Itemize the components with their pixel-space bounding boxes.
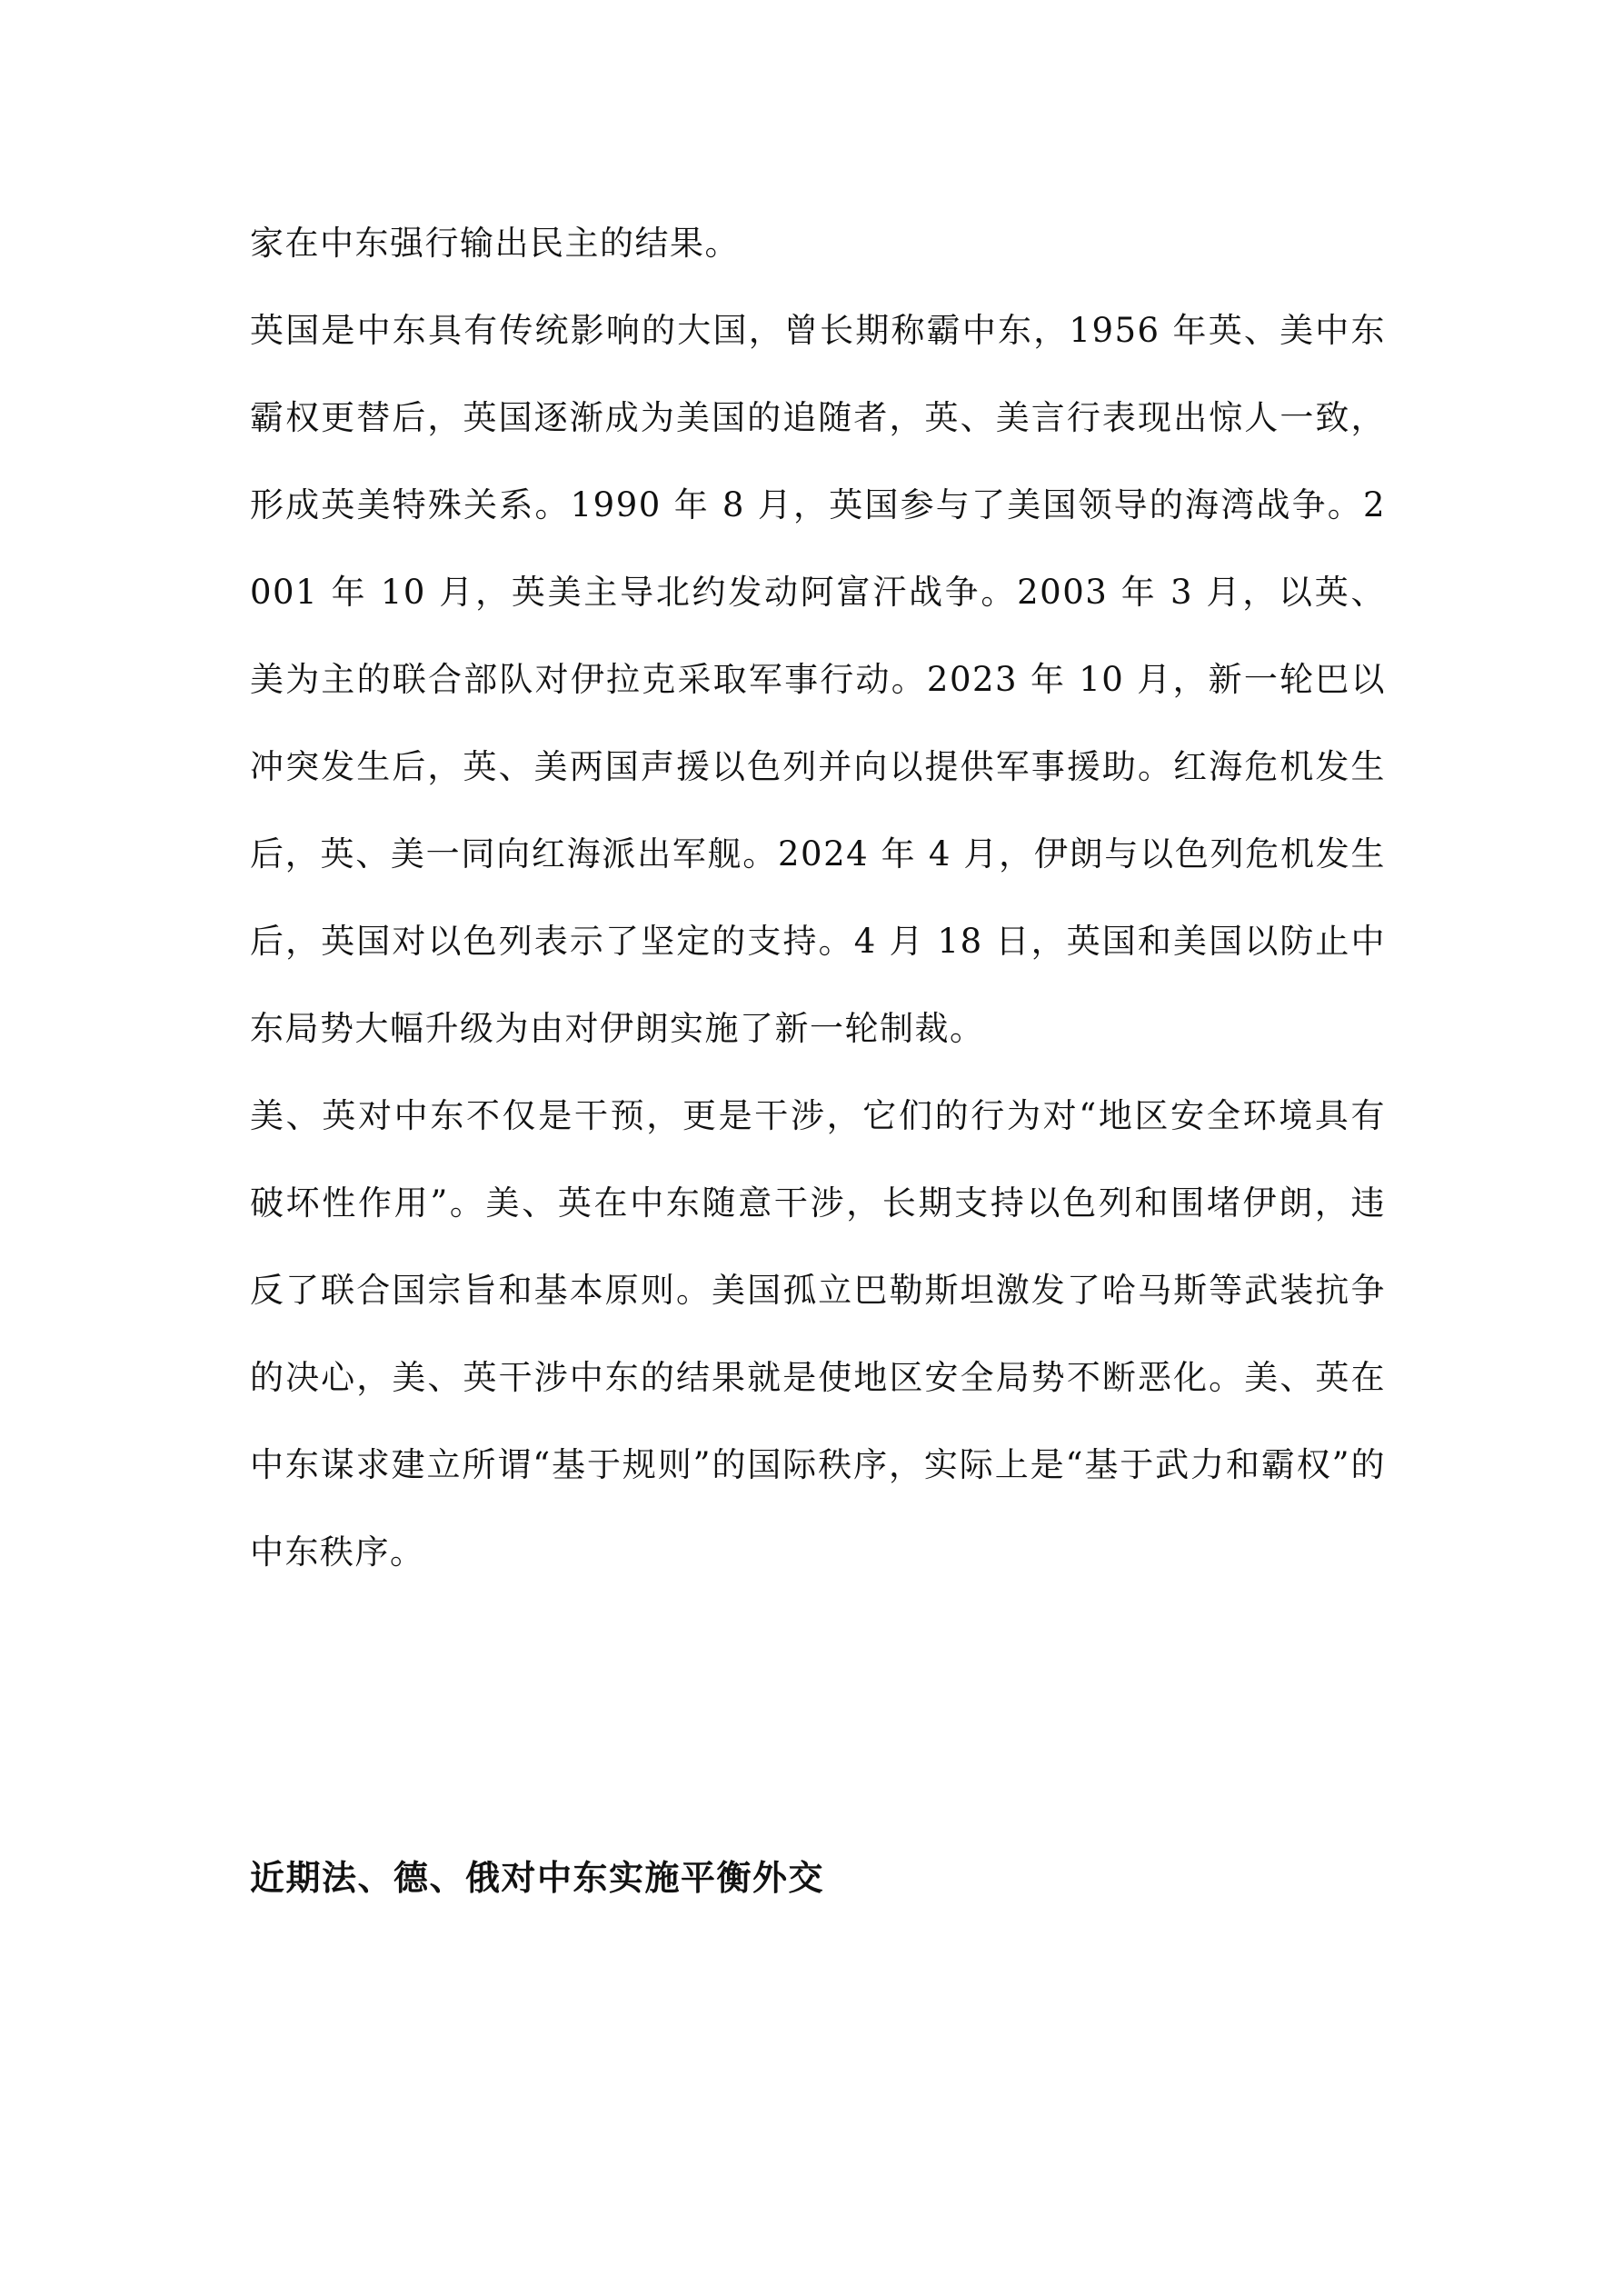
- section-heading: 近期法、德、俄对中东实施平衡外交: [250, 1858, 825, 1898]
- paragraph-uk-middle-east: 英国是中东具有传统影响的大国，曾长期称霸中东，1956 年英、美中东霸权更替后，英国逐渐成为美国的追随者，英、美言行表现出惊人一致，形成英美特殊关系。1990 年 8 月，英国参与了美国领导的海湾战争。2001 年 10 月，英美主导北约发动阿富汗战争。2003 年 3 月，以英、美为主的联合部队对伊拉克采取军事行动。2023 年 10 月，新一轮巴以冲突发生后，英、美两国声援以色列并向以提供军事援助。红海危机发生后，英、美一同向红海派出军舰。2024 年 4 月，伊朗与以色列危机发生后，英国对以色列表示了坚定的支持。4 月 18 日，英国和美国以防止中东局势大幅升级为由对伊朗实施了新一轮制裁。: [250, 311, 1386, 1048]
- paragraph-us-uk-interference: 美、英对中东不仅是干预，更是干涉，它们的行为对“地区安全环境具有破坏性作用”。美、英在中东随意干涉，长期支持以色列和围堵伊朗，违反了联合国宗旨和基本原则。美国孤立巴勒斯坦激发了哈马斯等武装抗争的决心，美、英干涉中东的结果就是使地区安全局势不断恶化。美、英在中东谋求建立所谓“基于规则”的国际秩序，实际上是“基于武力和霸权”的中东秩序。: [250, 1096, 1386, 1572]
- paragraph-continuation: 家在中东强行输出民主的结果。: [250, 224, 740, 263]
- document-body: [250, 200, 1386, 1596]
